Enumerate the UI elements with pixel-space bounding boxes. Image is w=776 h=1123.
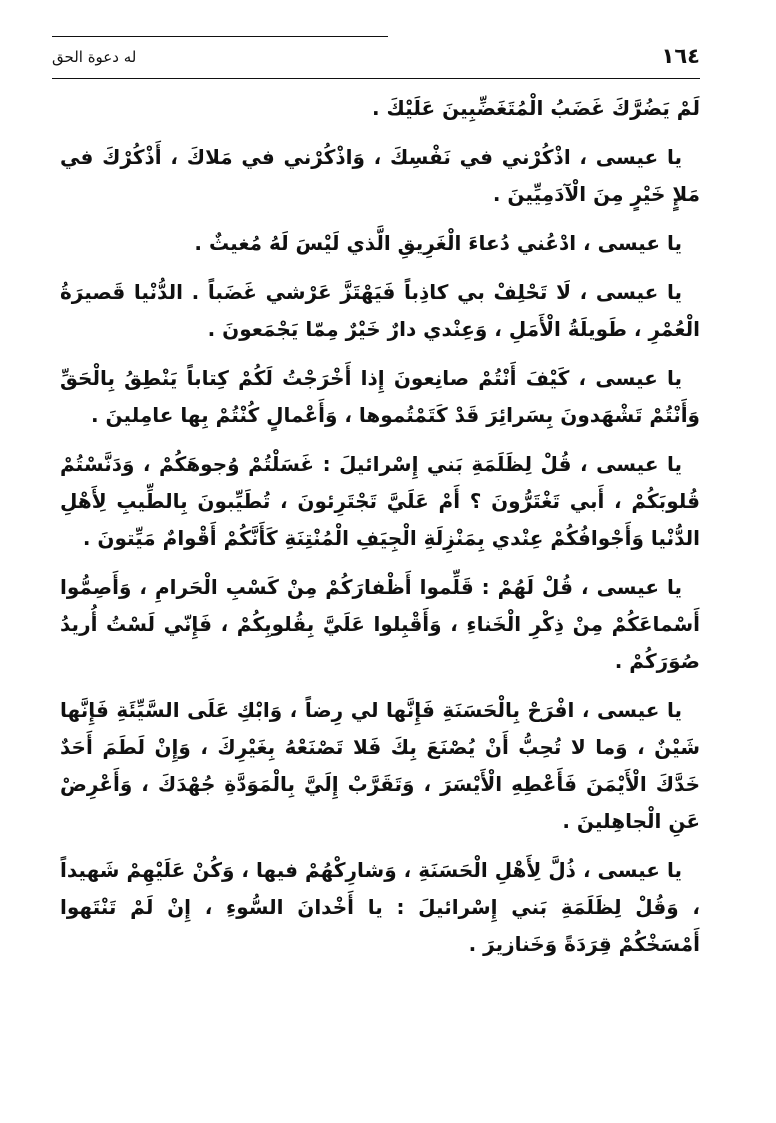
running-title: له دعوة الحق — [52, 48, 137, 66]
paragraph: يا عيسى ، قُلْ لِظَلَمَةِ بَني إِسْرائيلَ : غَسَلْتُمْ وُجوهَكُمْ ، وَدَنَّسْتُمْ قُلوبَكُمْ ، أَبي تَغْتَرُّونَ ؟ أَمْ عَلَيَّ تَجْتَرِئونَ ، تُطَيِّبونَ بِالطِّيبِ لِأَهْلِ الدُّنْيا وَأَجْوافُكُمْ عِنْدي بِمَنْزِلَةِ الْجِيَفِ الْمُنْتِنَةِ كَأَنَّكُمْ أَقْوامٌ مَيِّتونَ . — [60, 452, 700, 550]
paragraph: يا عيسى ، كَيْفَ أَنْتُمْ صانِعونَ إِذا أَخْرَجْتُ لَكُمْ كِتاباً يَنْطِقُ بِالْحَقِّ وَأَنْتُمْ تَشْهَدونَ بِسَرائِرَ قَدْ كَتَمْتُموها ، وَأَعْمالٍ كُنْتُمْ بِها عامِلينَ . — [60, 366, 700, 427]
page-number: ١٦٤ — [661, 44, 700, 68]
paragraph: يا عيسى ، قُلْ لَهُمْ : قَلِّموا أَظْفارَكُمْ مِنْ كَسْبِ الْحَرامِ ، وَأَصِمُّوا أَسْماعَكُمْ مِنْ ذِكْرِ الْخَناءِ ، وَأَقْبِلوا عَلَيَّ بِقُلوبِكُمْ ، فَإِنّي لَسْتُ أُريدُ صُوَرَكُمْ . — [60, 575, 700, 673]
top-rule — [52, 36, 388, 37]
body-text — [60, 90, 700, 975]
paragraph: يا عيسى ، ذُلَّ لِأَهْلِ الْحَسَنَةِ ، وَشارِكْهُمْ فيها ، وَكُنْ عَلَيْهِمْ شَهيداً ، وَقُلْ لِظَلَمَةِ بَني إِسْرائيلَ : يا أَخْدانَ السُّوءِ ، إِنْ لَمْ تَنْتَهوا أَمْسَخْكُمْ قِرَدَةً وَخَنازيرَ . — [60, 858, 700, 956]
header-rule — [52, 78, 700, 79]
paragraph: يا عيسى ، ادْعُني دُعاءَ الْغَرِيقِ الَّذي لَيْسَ لَهُ مُغيثٌ . — [194, 231, 682, 255]
paragraph: يا عيسى ، افْرَحْ بِالْحَسَنَةِ فَإِنَّها لي رِضاً ، وَابْكِ عَلَى السَّيِّئَةِ فَإِنَّها شَيْنٌ ، وَما لا تُحِبُّ أَنْ يُصْنَعَ بِكَ فَلا تَصْنَعْهُ بِغَيْرِكَ ، وَإِنْ لَطَمَ أَحَدٌ خَدَّكَ الْأَيْمَنَ فَأَعْطِهِ الْأَيْسَرَ ، وَتَقَرَّبْ إِلَيَّ بِالْمَوَدَّةِ جُهْدَكَ ، وَأَعْرِضْ عَنِ الْجاهِلينَ . — [60, 698, 700, 833]
paragraph: يا عيسى ، اذْكُرْني في نَفْسِكَ ، وَاذْكُرْني في مَلاكَ ، أَذْكُرْكَ في مَلإٍ خَيْرٍ مِنَ الْآدَمِيِّينَ . — [60, 145, 700, 206]
page-header — [52, 44, 700, 74]
paragraph: لَمْ يَضُرَّكَ غَضَبُ الْمُتَغَضِّبِينَ عَلَيْكَ . — [371, 96, 700, 120]
paragraph: يا عيسى ، لَا تَحْلِفْ بي كاذِباً فَيَهْتَزَّ عَرْشي غَضَباً . الدُّنْيا قَصيرَةُ الْعُمْرِ ، طَويلَةُ الْأَمَلِ ، وَعِنْدي دارٌ خَيْرٌ مِمّا يَجْمَعونَ . — [60, 280, 700, 341]
